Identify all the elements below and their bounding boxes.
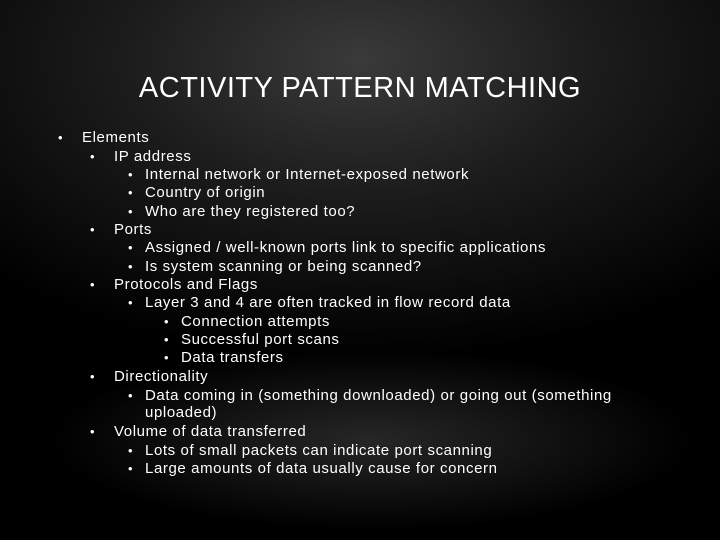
bullet-protocols-subitem: Successful port scans (181, 331, 340, 348)
bullet-marker: • (58, 130, 63, 145)
bullet-marker: • (164, 332, 169, 347)
bullet-marker: • (90, 149, 95, 164)
bullet-marker: • (128, 295, 133, 310)
bullet-volume: Volume of data transferred (114, 423, 307, 440)
bullet-marker: • (128, 167, 133, 182)
bullet-protocols-subitem: Connection attempts (181, 313, 330, 330)
bullet-marker: • (128, 388, 133, 403)
bullet-ip-item: Who are they registered too? (145, 203, 356, 220)
bullet-marker: • (164, 314, 169, 329)
bullet-ports-item: Assigned / well-known ports link to specific applications (145, 239, 547, 256)
bullet-marker: • (90, 222, 95, 237)
bullet-marker: • (128, 185, 133, 200)
bullet-marker: • (164, 350, 169, 365)
bullet-ip-item: Internal network or Internet-exposed network (145, 166, 470, 183)
bullet-protocols-item: Layer 3 and 4 are often tracked in flow record data (145, 294, 511, 311)
bullet-directionality: Directionality (114, 368, 209, 385)
bullet-ports: Ports (114, 221, 153, 238)
bullet-marker: • (90, 277, 95, 292)
bullet-directionality-item: Data coming in (something downloaded) or going out (something (145, 387, 612, 404)
bullet-ip-address: IP address (114, 148, 192, 165)
bullet-volume-item: Large amounts of data usually cause for concern (145, 460, 498, 477)
bullet-marker: • (90, 369, 95, 384)
bullet-protocols: Protocols and Flags (114, 276, 258, 293)
bullet-marker: • (128, 240, 133, 255)
slide-title: ACTIVITY PATTERN MATCHING (138, 72, 582, 104)
bullet-marker: • (128, 461, 133, 476)
bullet-marker: • (128, 259, 133, 274)
bullet-protocols-subitem: Data transfers (181, 349, 284, 366)
bullet-marker: • (128, 443, 133, 458)
bullet-ports-item: Is system scanning or being scanned? (145, 258, 422, 275)
bullet-elements: Elements (82, 129, 150, 146)
bullet-marker: • (90, 424, 95, 439)
bullet-volume-item: Lots of small packets can indicate port scanning (145, 442, 493, 459)
bullet-ip-item: Country of origin (145, 184, 266, 201)
bullet-marker: • (128, 204, 133, 219)
bullet-directionality-item-continued: uploaded) (145, 404, 218, 421)
